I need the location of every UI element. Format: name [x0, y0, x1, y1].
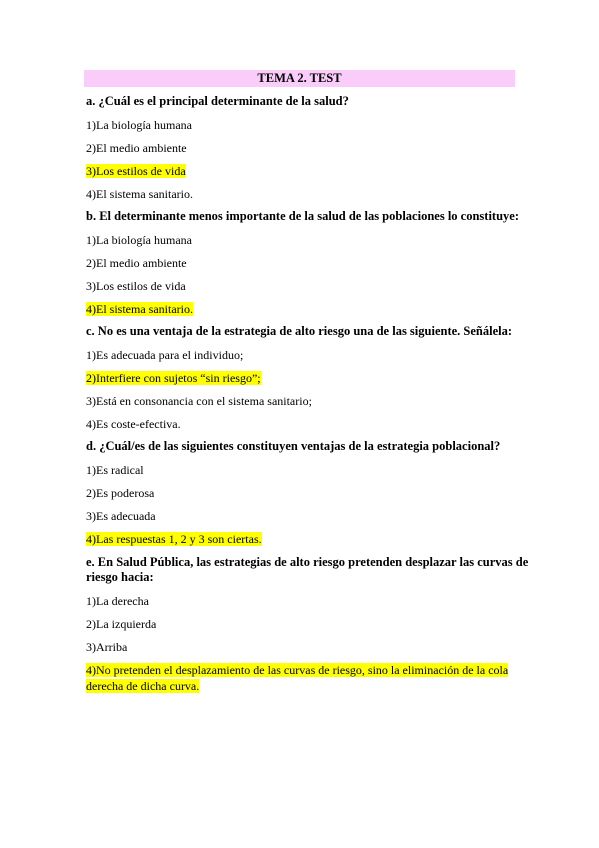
- option-a-2: 2)El medio ambiente: [86, 141, 187, 155]
- answer-highlight: 2)Interfiere con sujetos “sin riesgo”;: [86, 371, 261, 385]
- answer-highlight: 4)El sistema sanitario.: [86, 302, 193, 316]
- option-b-2: 2)El medio ambiente: [86, 256, 187, 270]
- option-d-3: 3)Es adecuada: [86, 509, 156, 523]
- option-e-1: 1)La derecha: [86, 594, 149, 608]
- question-block-a: [86, 94, 516, 109]
- option-d-4: [86, 532, 262, 547]
- question-b: b. El determinante menos importante de la salud de las poblaciones lo constituye:: [86, 209, 519, 223]
- question-a: a. ¿Cuál es el principal determinante de la salud?: [86, 94, 349, 108]
- question-e-line-1: e. En Salud Pública, las estrategias de alto riesgo pretenden desplazar las curvas de: [86, 555, 529, 569]
- option-b-1: 1)La biología humana: [86, 233, 192, 247]
- answer-highlight: derecha de dicha curva.: [86, 679, 200, 693]
- option-e-4-line-1: [86, 663, 508, 678]
- question-d: d. ¿Cuál/es de las siguientes constituyen ventajas de la estrategia poblacional?: [86, 439, 501, 453]
- question-c: c. No es una ventaja de la estrategia de alto riesgo una de las siguiente. Señálela:: [86, 324, 513, 338]
- option-e-2: 2)La izquierda: [86, 617, 157, 631]
- option-a-3: [86, 164, 186, 179]
- option-b-3: 3)Los estilos de vida: [86, 279, 186, 293]
- option-c-1: 1)Es adecuada para el individuo;: [86, 348, 244, 362]
- answer-highlight: 4)No pretenden el desplazamiento de las curvas de riesgo, sino la eliminación de la cola: [86, 663, 509, 677]
- page-title: TEMA 2. TEST: [84, 70, 515, 87]
- option-e-4-line-2: [86, 679, 199, 694]
- option-e-3: 3)Arriba: [86, 640, 128, 654]
- option-d-2: 2)Es poderosa: [86, 486, 155, 500]
- option-c-2: [86, 371, 261, 386]
- option-c-3: 3)Está en consonancia con el sistema sanitario;: [86, 394, 312, 408]
- option-b-4: [86, 302, 193, 317]
- question-e-line-2: riesgo hacia:: [86, 570, 154, 584]
- option-a-4: 4)El sistema sanitario.: [86, 187, 193, 201]
- option-a-1: 1)La biología humana: [86, 118, 192, 132]
- option-d-1: 1)Es radical: [86, 463, 144, 477]
- answer-highlight: 4)Las respuestas 1, 2 y 3 son ciertas.: [86, 532, 262, 546]
- option-c-4: 4)Es coste-efectiva.: [86, 417, 181, 431]
- answer-highlight: 3)Los estilos de vida: [86, 164, 186, 178]
